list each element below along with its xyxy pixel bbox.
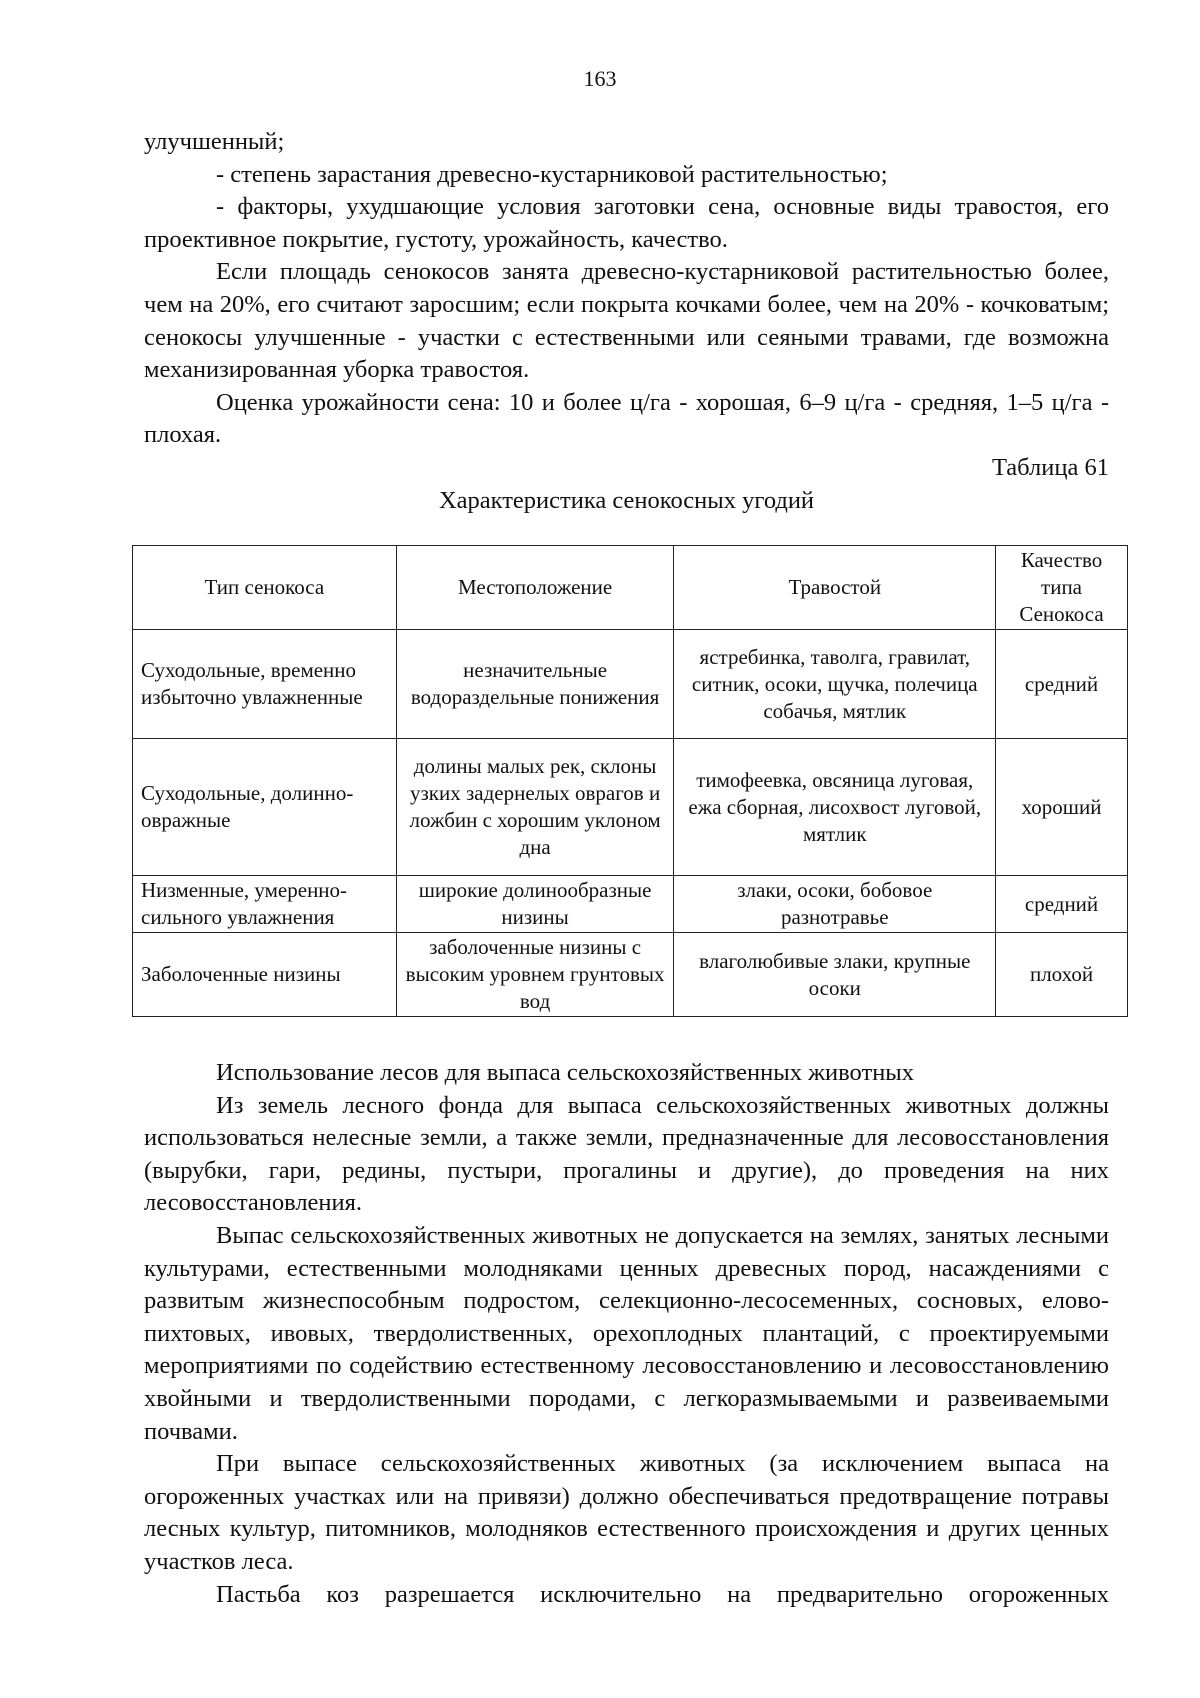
table-row <box>133 876 1128 933</box>
line-continuation: улучшенный; <box>144 128 285 155</box>
cell-grass: влаголюбивые злаки, крупные осоки <box>674 933 996 1017</box>
header-quality: Качество типа Сенокоса <box>996 546 1128 630</box>
hay-meadow-table <box>132 545 1128 1017</box>
table-caption <box>144 452 1109 517</box>
header-type: Тип сенокоса <box>133 546 397 630</box>
bullet-item: - факторы, ухудшающие условия заготовки сена, основные виды травостоя, его проективное покрытие, густоту, урожайность, качество. <box>144 193 1109 253</box>
table-header-row <box>133 546 1128 630</box>
cell-type: Суходольные, долинно-овражные <box>133 739 397 876</box>
cell-location: незначительные водораздельные понижения <box>396 630 674 739</box>
cell-grass: тимофеевка, овсяница луговая, ежа сборная, лисохвост луговой, мятлик <box>674 739 996 876</box>
body-paragraph: Из земель лесного фонда для выпаса сельскохозяйственных животных должны использоваться нелесные земли, а также земли, предназначенные для лесовосстановления (вырубки, гари, редины, пустыри, прогалины и другие), до проведения на них лесовосстановления. <box>144 1091 1109 1217</box>
table-label: Таблица 61 <box>991 454 1109 481</box>
body-paragraph: Оценка урожайности сена: 10 и более ц/га - хорошая, 6–9 ц/га - средняя, 1–5 ц/га - плохая. <box>144 388 1109 449</box>
header-location: Местоположение <box>396 546 674 630</box>
cell-quality: плохой <box>996 933 1128 1017</box>
cell-location: долины малых рек, склоны узких задернелых оврагов и ложбин с хорошим уклоном дна <box>396 739 674 876</box>
cell-location: широкие долинообразные низины <box>396 876 674 933</box>
cell-grass: злаки, осоки, бобовое разнотравье <box>674 876 996 933</box>
body-paragraph: Выпас сельскохозяйственных животных не допускается на землях, занятых лесными культурами, естественными молодняками ценных древесных пород, насаждениями с развитым жизнеспособным подростом, селекционно-лесосеменных, сосновых, елово-пихтовых, ивовых, твердолиственных, орехоплодных плантаций, с проектируемыми мероприятиями по содействию естественному лесовосстановлению и лесовосстановлению хвойными и твердолиственными породами, с легкоразмываемыми и развеиваемыми почвами. <box>144 1221 1109 1445</box>
intro-section <box>144 126 1109 452</box>
table-row <box>133 933 1128 1017</box>
cell-grass: ястребинка, таволга, гравилат, ситник, осоки, щучка, полечица собачья, мятлик <box>674 630 996 739</box>
cell-location: заболоченные низины с высоким уровнем грунтовых вод <box>396 933 674 1017</box>
table-title: Характеристика сенокосных угодий <box>438 486 815 514</box>
cell-quality: хороший <box>996 739 1128 876</box>
table-row <box>133 630 1128 739</box>
cell-type: Суходольные, временно избыточно увлажненные <box>133 630 397 739</box>
cell-quality: средний <box>996 876 1128 933</box>
table-row <box>133 739 1128 876</box>
cell-quality: средний <box>996 630 1128 739</box>
cell-type: Заболоченные низины <box>133 933 397 1017</box>
section-heading: Использование лесов для выпаса сельскохозяйственных животных <box>216 1059 915 1086</box>
forest-grazing-section <box>144 1057 1109 1611</box>
bullet-item: - степень зарастания древесно-кустарниковой растительностью; <box>216 160 888 188</box>
page-number: 163 <box>583 66 617 91</box>
body-paragraph: Пастьба коз разрешается исключительно на предварительно огороженных <box>216 1580 1109 1608</box>
body-paragraph: Если площадь сенокосов занята древесно-кустарниковой растительностью более, чем на 20%, его считают заросшим; если покрыта кочками более, чем на 20% - кочковатым; сенокосы улучшенные - участки с естественными или сеяными травами, где возможна механизированная уборка травостоя. <box>144 258 1109 384</box>
body-paragraph: При выпасе сельскохозяйственных животных (за исключением выпаса на огороженных участках или на привязи) должно обеспечиваться предотвращение потравы лесных культур, питомников, молодняков естественного происхождения и других ценных участков леса. <box>144 1450 1109 1575</box>
cell-type: Низменные, умеренно-сильного увлажнения <box>133 876 397 933</box>
header-grass: Травостой <box>674 546 996 630</box>
